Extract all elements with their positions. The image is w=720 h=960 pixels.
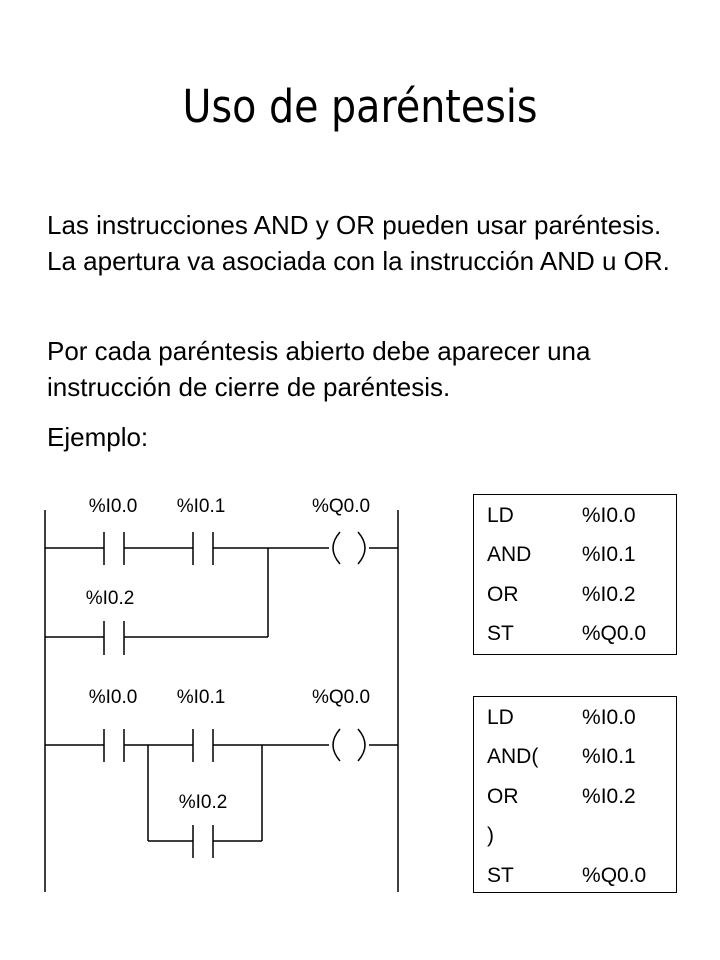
il1-op: LD [487, 503, 514, 527]
rung1-coil-right [358, 532, 365, 564]
rung2-coil-label: %Q0.0 [311, 687, 371, 708]
rung2-parallel-label: %I0.2 [178, 792, 228, 813]
il1-row [474, 536, 676, 576]
il1-row [474, 615, 676, 655]
slide-title: Uso de paréntesis [182, 80, 538, 133]
il1-row [474, 575, 676, 615]
il2-op: OR [487, 784, 519, 808]
il2-arg: %I0.1 [582, 745, 636, 769]
il1-op: ST [487, 622, 514, 646]
instruction-list-2 [473, 696, 677, 893]
il2-arg [582, 817, 676, 857]
rung1-parallel-label: %I0.2 [85, 588, 135, 609]
il2-op: ) [487, 824, 494, 848]
rung1-c2-label: %I0.1 [176, 496, 226, 517]
il2-arg: %I0.2 [582, 784, 636, 808]
il1-row [474, 496, 676, 536]
il2-arg: %Q0.0 [582, 863, 647, 887]
il1-arg: %Q0.0 [581, 622, 647, 646]
rung2-coil-right [358, 729, 365, 761]
il2-row [474, 738, 676, 778]
rung1-coil-left [333, 532, 340, 564]
il2-arg: %I0.0 [582, 705, 636, 729]
il2-op: AND( [487, 745, 539, 769]
rung2-c2-label: %I0.1 [176, 687, 226, 708]
il1-op: OR [487, 582, 519, 606]
il1-arg: %I0.2 [581, 582, 636, 606]
paragraph-and-or: Las instrucciones AND y OR pueden usar paréntesis. La apertura va asociada con la instrucción AND u OR. [47, 210, 670, 276]
rung2-coil-left [333, 729, 340, 761]
instruction-list-1 [473, 494, 677, 655]
il2-row [474, 856, 676, 896]
il2-op: ST [487, 863, 514, 887]
il2-row [474, 777, 676, 817]
rung1-c1-label: %I0.0 [88, 496, 138, 517]
paragraph-closing: Por cada paréntesis abierto debe aparecer una instrucción de cierre de paréntesis. [47, 336, 591, 402]
il1-op: AND [487, 543, 532, 567]
rung2-c1-label: %I0.0 [88, 687, 138, 708]
il2-row [474, 817, 676, 857]
il2-op: LD [487, 705, 514, 729]
il1-arg: %I0.1 [581, 543, 636, 567]
il1-arg: %I0.0 [581, 503, 636, 527]
rung1-coil-label: %Q0.0 [311, 496, 371, 517]
il2-row [474, 698, 676, 738]
paragraph-example: Ejemplo: [47, 422, 149, 452]
